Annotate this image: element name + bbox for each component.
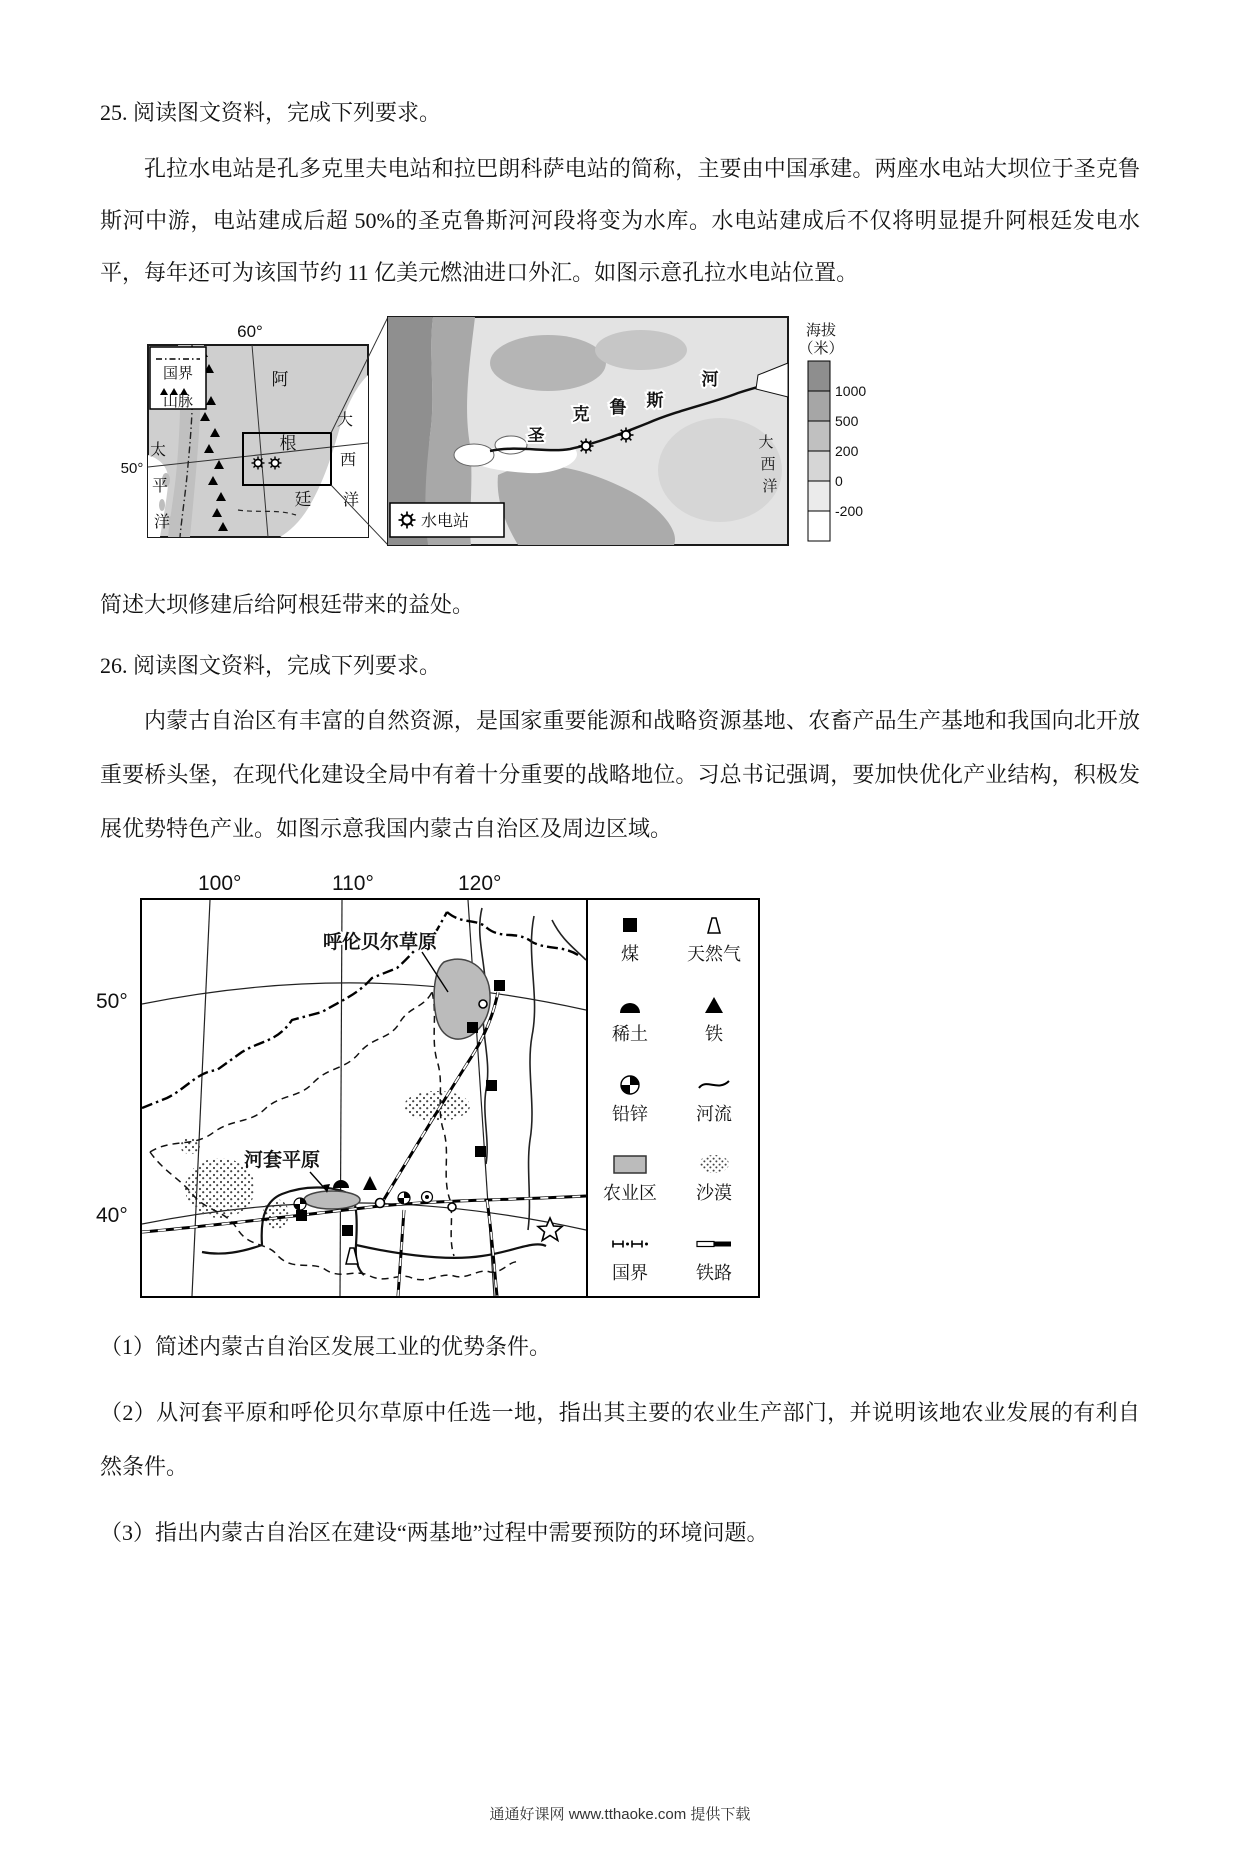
lon-60-label: 60°: [237, 322, 263, 341]
pacific-char: 平: [151, 478, 169, 495]
question-25-paragraph: 孔拉水电站是孔多克里夫电站和拉巴朗科萨电站的简称，主要由中国承建。两座水电站大坝位于圣克鲁斯河中游，电站建成后超 50%的圣克鲁斯河河段将变为水库。水电站建成后不仅将明显提升阿根廷发电水平，每年还可为该国节约 11 亿美元燃油进口外汇。如图示意孔拉水电站位置。: [100, 156, 1140, 285]
legend-label: 稀土: [612, 1023, 648, 1044]
legend-label: 铁: [705, 1023, 723, 1044]
iron-icon: [363, 1176, 377, 1190]
atlantic-char: 大: [336, 412, 354, 429]
lon-110-label: 110°: [332, 872, 374, 895]
desert-icon: [694, 1151, 734, 1177]
elevation-legend: [798, 322, 866, 541]
graticule: [142, 900, 586, 1296]
river-char: 圣: [527, 426, 545, 445]
hetao-farm-area: [304, 1191, 360, 1209]
station-legend: [390, 503, 504, 537]
legend-label: 铅锌: [612, 1103, 648, 1124]
hetao-label: 河套平原: [243, 1150, 321, 1171]
station-icon: [399, 512, 416, 529]
legend-label: 天然气: [687, 944, 741, 964]
santa-cruz-detail-map: [388, 317, 788, 545]
lat-50-label: 50°: [96, 990, 128, 1013]
legend-item-gas: [672, 912, 756, 977]
question-25-heading: 25. 阅读图文资料，完成下列要求。: [100, 100, 442, 125]
pacific-char: 太: [149, 442, 167, 459]
coal-icon: [610, 912, 650, 938]
river-char: 鲁: [609, 398, 627, 417]
river-char: 克: [572, 405, 590, 424]
river-icon: [694, 1072, 734, 1098]
pacific-char: 洋: [153, 514, 171, 531]
elev-tick: 500: [835, 413, 859, 429]
country-char-a: 阿: [271, 370, 289, 389]
longitude-labels: [140, 872, 760, 898]
lon-100-label: 100°: [198, 872, 242, 895]
question-26-sub1: （1）简述内蒙古自治区发展工业的优势条件。: [100, 1334, 552, 1359]
elev-tick: -200: [835, 503, 864, 519]
legend-border-label: 国界: [162, 365, 194, 382]
atlantic-char: 洋: [342, 492, 360, 509]
elev-tick: 200: [835, 443, 859, 459]
inner-mongolia-map-svg: [142, 900, 586, 1296]
hulunbuir-farm-area: [434, 959, 490, 1039]
legend-label: 沙漠: [696, 1183, 732, 1204]
legend-label: 煤: [621, 944, 639, 964]
railways: [142, 992, 586, 1296]
map-box: [140, 898, 760, 1298]
country-char-ting: 廷: [294, 490, 312, 509]
atlantic-char: 西: [760, 456, 776, 473]
legend-item-iron: [672, 992, 756, 1057]
legend-label: 铁路: [696, 1263, 732, 1284]
map-legend: [586, 900, 756, 1296]
lat-50-label: 50°: [120, 460, 144, 477]
atlantic-char: 西: [339, 452, 357, 469]
border-line-icon: [610, 1231, 650, 1257]
country-char-gen: 根: [279, 434, 297, 453]
atlantic-char: 大: [758, 434, 774, 451]
legend-label: 农业区: [603, 1183, 657, 1204]
argentina-map-svg: [118, 305, 896, 557]
farm-area-icon: [610, 1151, 650, 1177]
argentina-inset-map: [121, 322, 368, 537]
river-char: 斯: [646, 391, 664, 410]
rivers: [480, 908, 586, 1230]
legend-item-farm-area: [588, 1151, 672, 1216]
lead-zinc-icon: [610, 1072, 650, 1098]
legend-item-lead-zinc: [588, 1072, 672, 1137]
lat-40-label: 40°: [96, 1204, 128, 1227]
elevation-title: 海拔: [805, 322, 837, 339]
question-26-paragraph: 内蒙古自治区有丰富的自然资源，是国家重要能源和战略资源基地、农畜产品生产基地和我国向北开放重要桥头堡，在现代化建设全局中有着十分重要的战略地位。习总书记强调，要加快优化产业结构，积极发展优势特色产业。如图示意我国内蒙古自治区及周边区域。: [100, 708, 1140, 841]
rare-earth-icon: [333, 1180, 349, 1188]
question-26-heading: 26. 阅读图文资料，完成下列要求。: [100, 653, 442, 678]
legend-item-railway: [672, 1231, 756, 1296]
page-content: [96, 96, 1140, 1560]
legend-item-river: [672, 1072, 756, 1137]
site-footer: 通通好课网 www.tthaoke.com 提供下载: [489, 1806, 751, 1823]
question-25-task: 简述大坝修建后给阿根廷带来的益处。: [100, 592, 475, 617]
elev-tick: 1000: [835, 383, 867, 399]
legend-label: 河流: [696, 1103, 732, 1124]
figure-hydropower-map: [118, 305, 1140, 562]
iron-icon: [694, 992, 734, 1018]
lon-120-label: 120°: [458, 872, 502, 895]
inset-legend: [150, 347, 206, 410]
legend-item-border: [588, 1231, 672, 1296]
railway-icon: [694, 1231, 734, 1257]
legend-mountain-label: 山脉: [162, 393, 194, 410]
hulunbuir-label: 呼伦贝尔草原: [322, 932, 438, 953]
question-26-sub3: （3）指出内蒙古自治区在建设“两基地”过程中需要预防的环境问题。: [100, 1520, 769, 1545]
legend-item-desert: [672, 1151, 756, 1216]
elevation-unit: （米）: [798, 340, 844, 357]
station-legend-label: 水电站: [421, 513, 470, 530]
question-26-sub2: （2）从河套平原和呼伦贝尔草原中任选一地，指出其主要的农业生产部门，并说明该地农业发展的有利自然条件。: [100, 1400, 1140, 1479]
atlantic-char: 洋: [762, 478, 778, 495]
figure-inner-mongolia-map: [96, 872, 760, 1298]
river-char: 河: [701, 370, 719, 389]
elev-tick: 0: [835, 473, 843, 489]
gas-icon: [694, 912, 734, 938]
legend-item-rare-earth: [588, 992, 672, 1057]
rare-earth-icon: [610, 992, 650, 1018]
legend-label: 国界: [612, 1263, 648, 1284]
legend-item-coal: [588, 912, 672, 977]
